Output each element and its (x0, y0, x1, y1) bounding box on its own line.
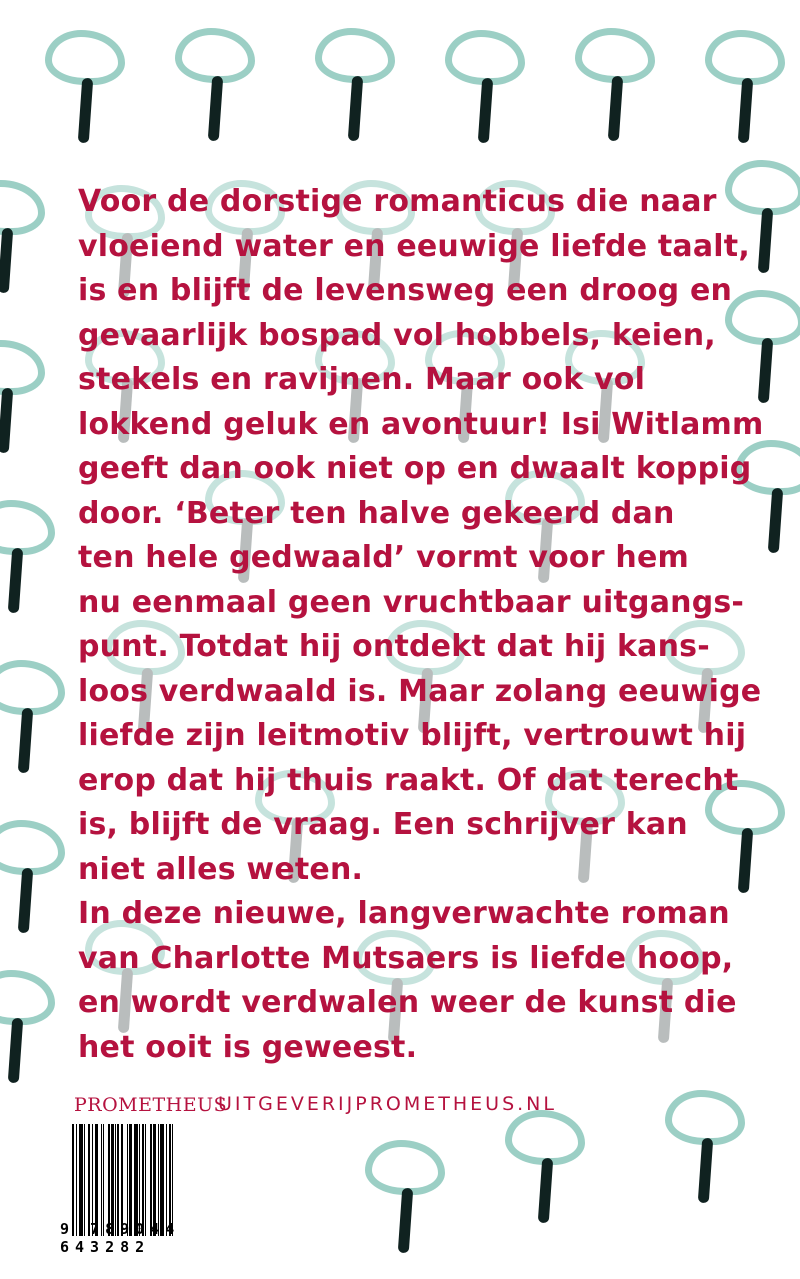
blurb-line: is en blijft de levensweg een droog en (78, 273, 733, 308)
tree-icon (0, 180, 50, 300)
blurb-line: nu eenmaal geen vruchtbaar uitgangs- (78, 584, 745, 620)
isbn-number: 9 789044 643282 (60, 1220, 181, 1256)
tree-icon (660, 1090, 750, 1210)
tree-icon (700, 30, 790, 150)
blurb-line: het ooit is geweest. (78, 1029, 418, 1065)
blurb-line: niet alles weten. (78, 851, 364, 887)
blurb-line: vloeiend water en eeuwige liefde taalt, (78, 228, 750, 264)
tree-icon (170, 28, 260, 148)
blurb-line: liefde zijn leitmotiv blijft, vertrouwt hij (78, 718, 747, 753)
tree-icon (570, 28, 660, 148)
blurb-line: gevaarlijk bospad vol hobbels, keien, (78, 317, 716, 353)
blurb-line: en wordt verdwalen weer de kunst die (78, 985, 737, 1020)
blurb-line: punt. Totdat hij ontdekt dat hij kans- (78, 629, 710, 664)
blurb-line: ten hele gedwaald’ vormt voor hem (78, 540, 689, 575)
tree-icon (0, 660, 70, 780)
publisher-logo: PROMETHEUS (74, 1094, 228, 1116)
tree-icon (360, 1140, 450, 1260)
tree-icon (0, 340, 50, 460)
tree-icon (440, 30, 530, 150)
tree-icon (0, 500, 60, 620)
back-cover-blurb (78, 180, 764, 1070)
tree-icon (500, 1110, 590, 1230)
blurb-line: erop dat hij thuis raakt. Of dat terecht (78, 762, 739, 798)
blurb-line: geeft dan ook niet op en dwaalt koppig (78, 451, 752, 486)
blurb-line: loos verdwaald is. Maar zolang eeuwige (78, 673, 762, 709)
blurb-line: is, blijft de vraag. Een schrijver kan (78, 807, 688, 842)
blurb-line: door. ‘Beter ten halve gekeerd dan (78, 495, 675, 531)
blurb-line: In deze nieuwe, langverwachte roman (78, 896, 730, 931)
blurb-line: lokkend geluk en avontuur! Isi Witlamm (78, 406, 764, 442)
isbn-barcode (60, 1120, 266, 1260)
publisher-website-link[interactable]: UITGEVERIJPROMETHEUS.NL (218, 1093, 557, 1115)
tree-icon (0, 820, 70, 940)
tree-icon (310, 28, 400, 148)
tree-icon (0, 970, 60, 1090)
blurb-line: Voor de dorstige romanticus die naar (78, 184, 717, 219)
blurb-line: stekels en ravijnen. Maar ook vol (78, 362, 646, 397)
blurb-line: van Charlotte Mutsaers is liefde hoop, (78, 940, 734, 976)
tree-icon (40, 30, 130, 150)
